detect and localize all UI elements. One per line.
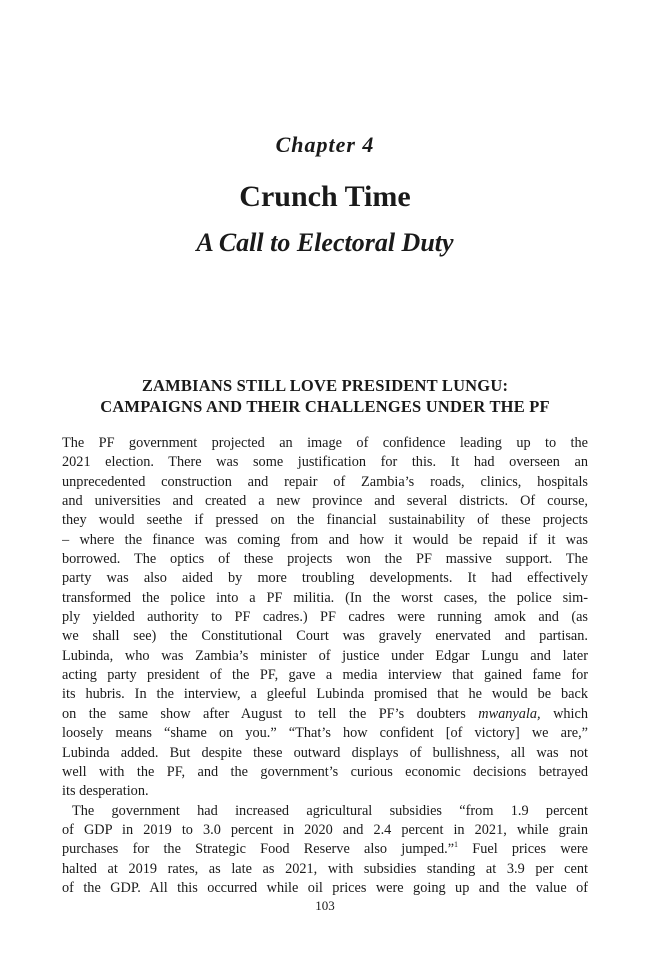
chapter-title: Crunch Time <box>239 180 411 213</box>
paragraph-line: 2021 election. There was some justification for this. It had overseen an <box>62 454 588 471</box>
paragraph-line <box>62 705 588 724</box>
section-heading-line-1: ZAMBIANS STILL LOVE PRESIDENT LUNGU: <box>141 376 509 395</box>
paragraph-line: we shall see) the Constitutional Court was gravely enervated and partisan. <box>62 628 588 645</box>
paragraph-line: of the GDP. All this occurred while oil prices were going up and the value of <box>62 879 588 896</box>
paragraph-line: transformed the police into a PF militia. (In the worst cases, the police sim- <box>62 589 588 606</box>
paragraph-line: Lubinda, who was Zambia’s minister of justice under Edgar Lungu and later <box>62 647 588 664</box>
paragraph-line: acting party president of the PF, gave a media interview that gained fame for <box>62 667 588 684</box>
paragraph-line: ply yielded authority to PF cadres.) PF cadres were running amok and (as <box>62 609 588 626</box>
paragraph-line: borrowed. The optics of these projects won the PF massive support. The <box>62 551 588 568</box>
paragraph-line: Lubinda added. But despite these outward displays of bullishness, all was not <box>62 744 588 761</box>
page-number: 103 <box>315 898 335 913</box>
paragraph-line: its desperation. <box>62 783 149 800</box>
line-text: on the same show after August to tell the PF’s doubters <box>62 705 466 722</box>
paragraph-line: The government had increased agricultural subsidies “from 1.9 percent <box>72 802 588 819</box>
paragraph-2 <box>62 802 588 899</box>
paragraph-1 <box>62 434 588 802</box>
paragraph-line: of GDP in 2019 to 3.0 percent in 2020 and 2.4 percent in 2021, while grain <box>62 821 588 838</box>
chapter-label: Chapter 4 <box>275 132 375 157</box>
section-heading-line-2: CAMPAIGNS AND THEIR CHALLENGES UNDER THE PF <box>100 397 550 416</box>
paragraph-line <box>62 840 588 859</box>
paragraph-line: loosely means “shame on you.” “That’s how confident [of victory] we are,” <box>62 725 588 742</box>
line-text-tail: Fuel prices were <box>458 841 588 858</box>
body-text <box>62 434 588 898</box>
paragraph-line: halted at 2019 rates, as late as 2021, with subsidies standing at 3.9 per cent <box>62 860 588 877</box>
paragraph-line: well with the PF, and the government’s curious economic decisions betrayed <box>62 763 588 780</box>
paragraph-line: its hubris. In the interview, a gleeful Lubinda promised that he would be back <box>62 686 588 703</box>
line-text: purchases for the Strategic Food Reserve also jumped.” <box>62 841 455 858</box>
paragraph-line: – where the finance was coming from and how it would be repaid if it was <box>62 531 588 548</box>
paragraph-line: unprecedented construction and repair of Zambia’s roads, clinics, hospitals <box>62 473 588 490</box>
footnote-marker[interactable]: 1 <box>454 840 459 850</box>
paragraph-line: and universities and created a new province and several districts. Of course, <box>62 493 588 510</box>
chapter-subtitle: A Call to Electoral Duty <box>196 228 454 257</box>
line-text-tail: which <box>553 705 588 722</box>
paragraph-line: they would seethe if pressed on the financial sustainability of these projects <box>62 512 588 529</box>
paragraph-line: The PF government projected an image of confidence leading up to the <box>62 435 588 451</box>
section-heading <box>62 375 588 417</box>
paragraph-line: party was also aided by more troubling developments. It had effectively <box>62 570 588 587</box>
italic-term: mwanyala, <box>478 705 541 722</box>
